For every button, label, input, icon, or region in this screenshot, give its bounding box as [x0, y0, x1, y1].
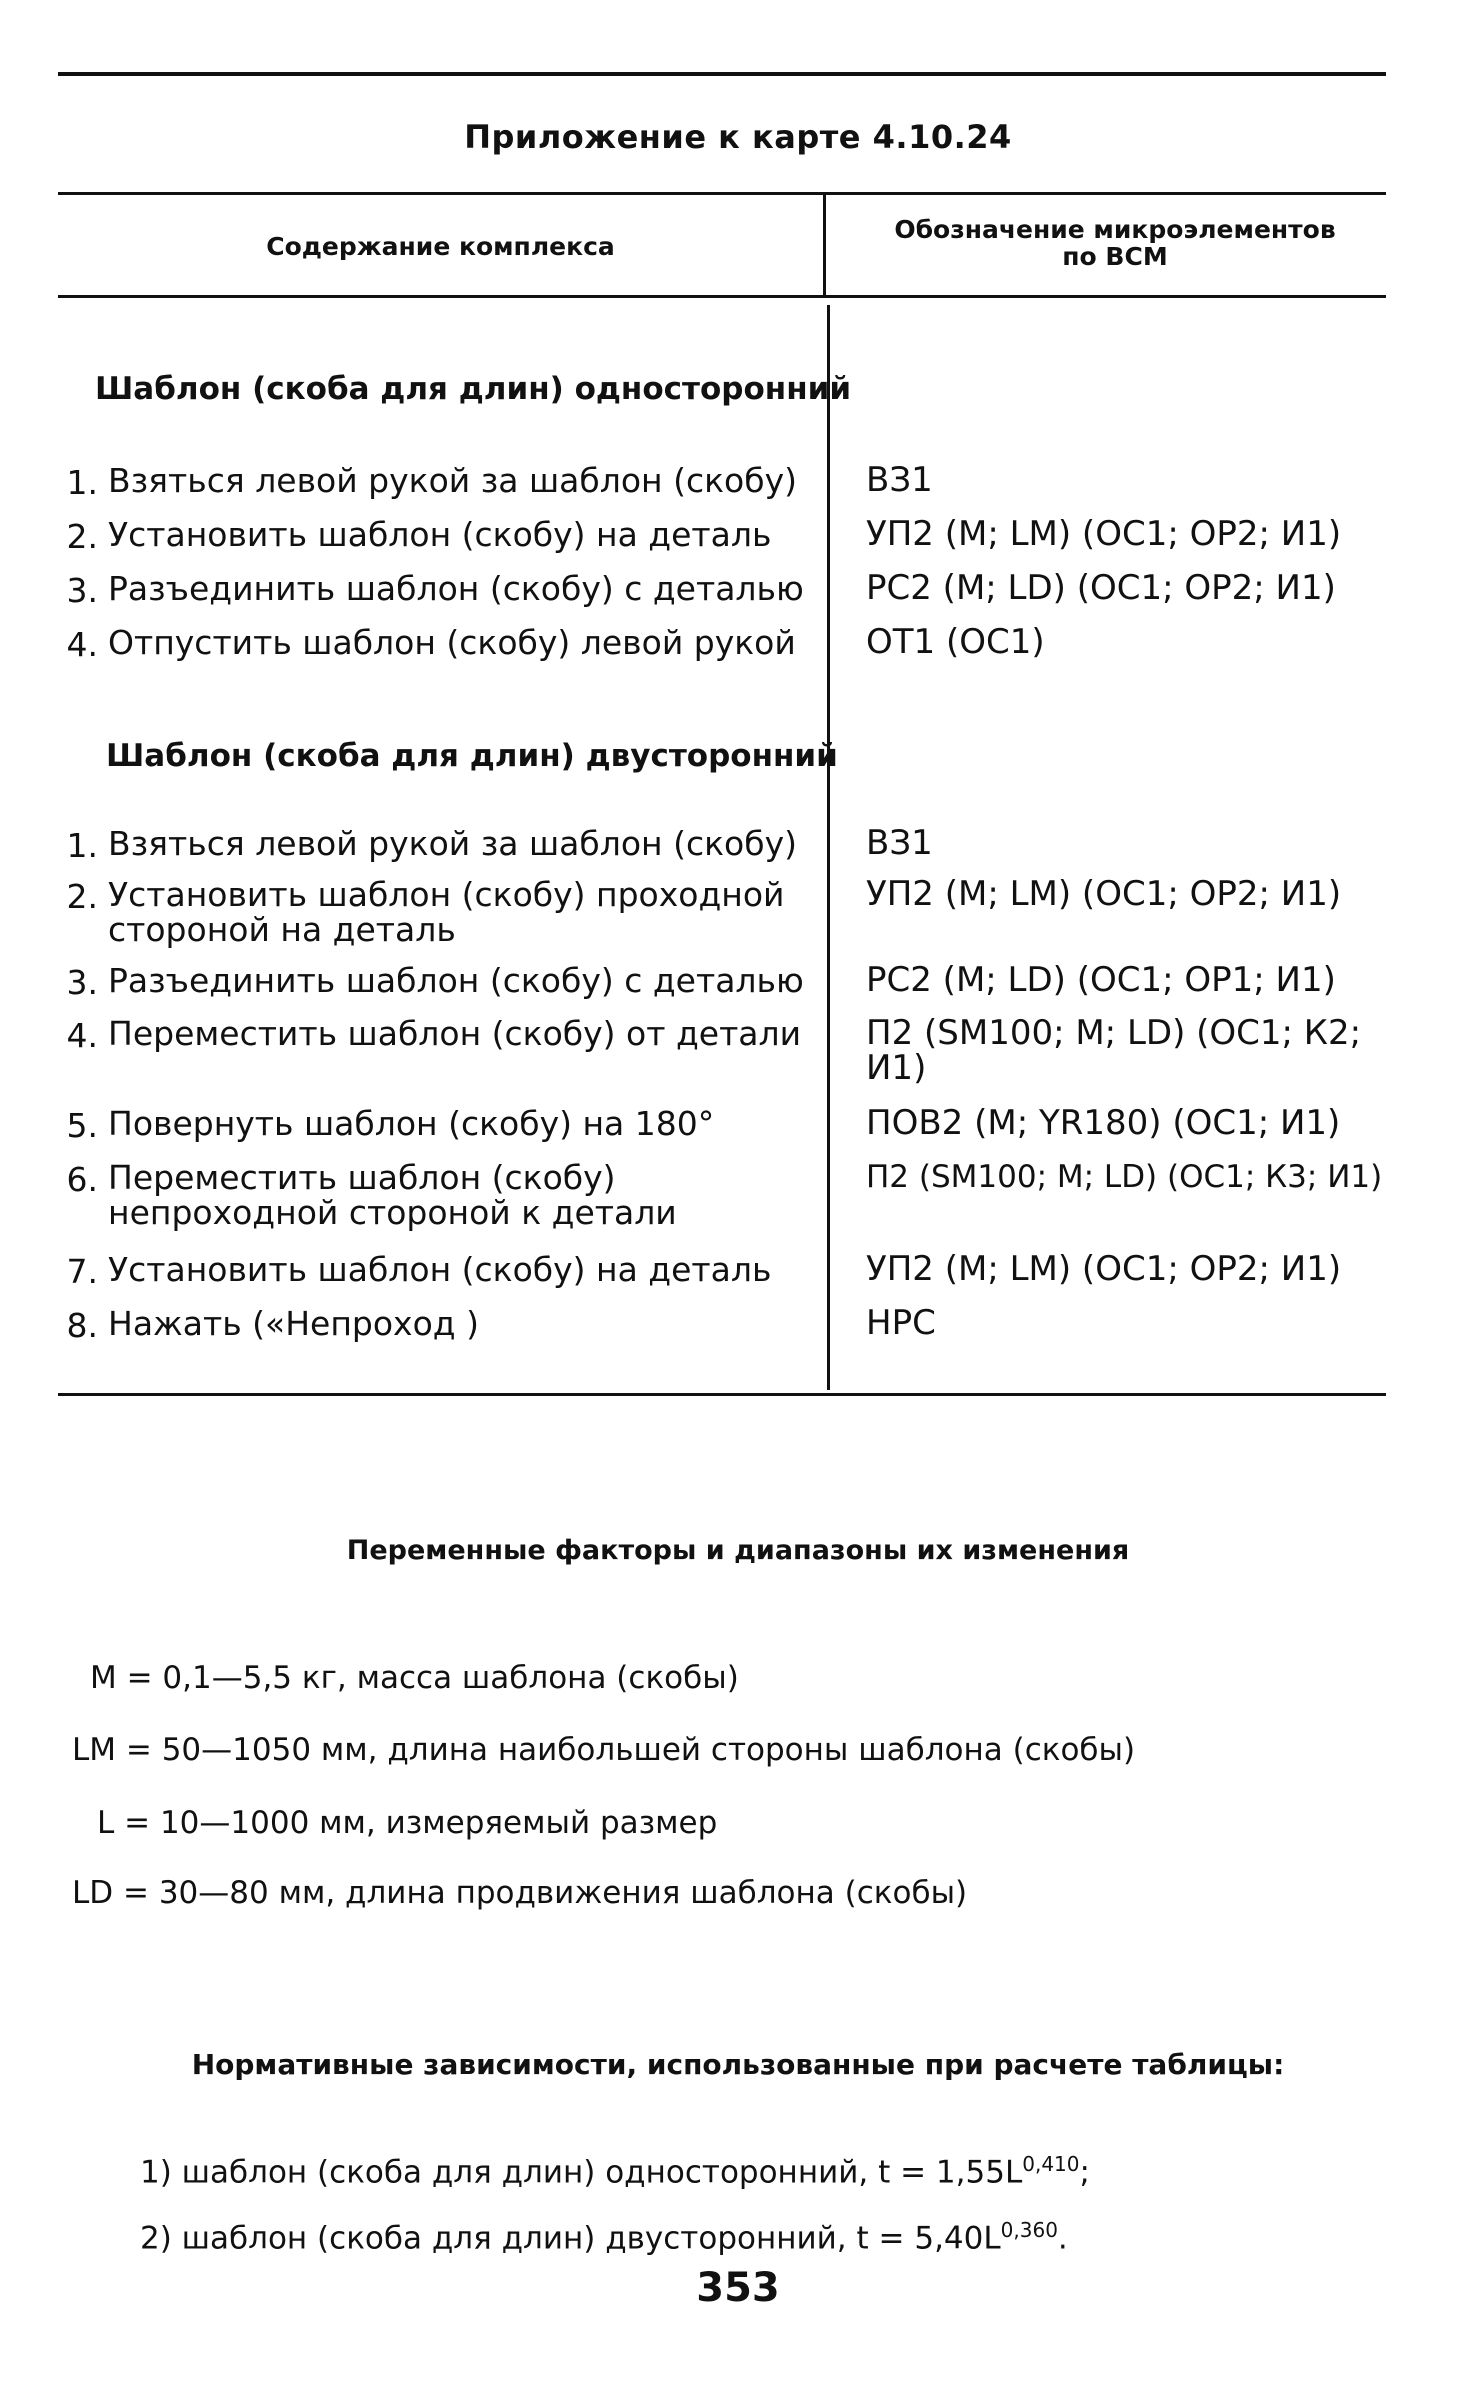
row-code: УП2 (M; LM) (ОС1; ОР2; И1)	[866, 1249, 1342, 1289]
row-text: Взяться левой рукой за шаблон (скобу)	[108, 824, 797, 863]
row-text: Установить шаблон (скобу) проходной стороной на деталь	[108, 875, 785, 949]
factors-heading: Переменные факторы и диапазоны их изменения	[346, 1535, 1130, 1566]
row-number: 2.	[66, 877, 98, 916]
section-title-double-sided: Шаблон (скоба для длин) двусторонний	[106, 738, 838, 774]
formula-text: 2) шаблон (скоба для длин) двусторонний, t = 5,40L	[140, 2220, 1001, 2257]
formula-exponent: 0,360	[1000, 2218, 1058, 2242]
column-header-designation: Обозначение микроэлементов по ВСМ	[894, 215, 1336, 271]
row-code: ПОВ2 (M; YR180) (ОС1; И1)	[866, 1103, 1341, 1143]
row-code: УП2 (M; LM) (ОС1; ОР2; И1)	[866, 514, 1342, 554]
row-code: П2 (SM100; M; LD) (ОС1; К3; И1)	[866, 1159, 1383, 1195]
table-top-rule	[58, 192, 1386, 195]
page-title: Приложение к карте 4.10.24	[464, 118, 1012, 156]
row-number: 5.	[66, 1106, 98, 1145]
top-rule	[58, 72, 1386, 76]
row-number: 3.	[66, 963, 98, 1002]
formula-exponent: 0,410	[1022, 2152, 1080, 2176]
row-text: Переместить шаблон (скобу) от детали	[108, 1014, 802, 1053]
row-number: 4.	[66, 1016, 98, 1055]
row-number: 2.	[66, 517, 98, 556]
factor-item: LD = 30—80 мм, длина продвижения шаблона (скобы)	[72, 1875, 968, 1911]
row-text: Взяться левой рукой за шаблон (скобу)	[108, 461, 797, 500]
row-code: ОТ1 (ОС1)	[866, 622, 1045, 662]
row-number: 1.	[66, 463, 98, 502]
column-header-content: Содержание комплекса	[266, 232, 615, 261]
formula-suffix: .	[1057, 2220, 1068, 2257]
row-number: 1.	[66, 826, 98, 865]
row-code: НРС	[866, 1303, 936, 1343]
row-number: 6.	[66, 1160, 98, 1199]
factor-item: L = 10—1000 мм, измеряемый размер	[97, 1805, 718, 1841]
row-code: УП2 (M; LM) (ОС1; ОР2; И1)	[866, 874, 1342, 914]
formula-suffix: ;	[1079, 2154, 1090, 2191]
row-text: Разъединить шаблон (скобу) с деталью	[108, 569, 804, 608]
header-column-divider	[823, 195, 826, 295]
row-text: Отпустить шаблон (скобу) левой рукой	[108, 623, 796, 662]
row-code: ВЗ1	[866, 823, 933, 863]
row-text: Установить шаблон (скобу) на деталь	[108, 1250, 772, 1289]
row-number: 3.	[66, 571, 98, 610]
dependency-formula	[140, 2218, 1068, 2256]
row-text: Повернуть шаблон (скобу) на 180°	[108, 1104, 715, 1143]
row-code: П2 (SM100; M; LD) (ОС1; К2; И1)	[866, 1013, 1362, 1088]
row-code: РС2 (M; LD) (ОС1; ОР2; И1)	[866, 568, 1336, 608]
row-code: ВЗ1	[866, 460, 933, 500]
row-text: Нажать («Непроход )	[108, 1304, 479, 1343]
table-bottom-rule	[58, 1393, 1386, 1396]
dependency-formula	[140, 2152, 1090, 2190]
row-text: Переместить шаблон (скобу) непроходной стороной к детали	[108, 1158, 677, 1232]
page-number: 353	[696, 2265, 780, 2311]
dependencies-heading: Нормативные зависимости, использованные при расчете таблицы:	[191, 2048, 1285, 2081]
table-header-rule	[58, 295, 1386, 298]
row-code: РС2 (M; LD) (ОС1; ОР1; И1)	[866, 960, 1336, 1000]
section-title-single-sided: Шаблон (скоба для длин) односторонний	[95, 371, 852, 407]
row-number: 8.	[66, 1306, 98, 1345]
factor-item: LM = 50—1050 мм, длина наибольшей стороны шаблона (скобы)	[72, 1732, 1136, 1768]
factor-item: M = 0,1—5,5 кг, масса шаблона (скобы)	[90, 1660, 739, 1696]
row-number: 4.	[66, 625, 98, 664]
row-text: Установить шаблон (скобу) на деталь	[108, 515, 772, 554]
formula-text: 1) шаблон (скоба для длин) односторонний, t = 1,55L	[140, 2154, 1023, 2191]
row-number: 7.	[66, 1252, 98, 1291]
row-text: Разъединить шаблон (скобу) с деталью	[108, 961, 804, 1000]
